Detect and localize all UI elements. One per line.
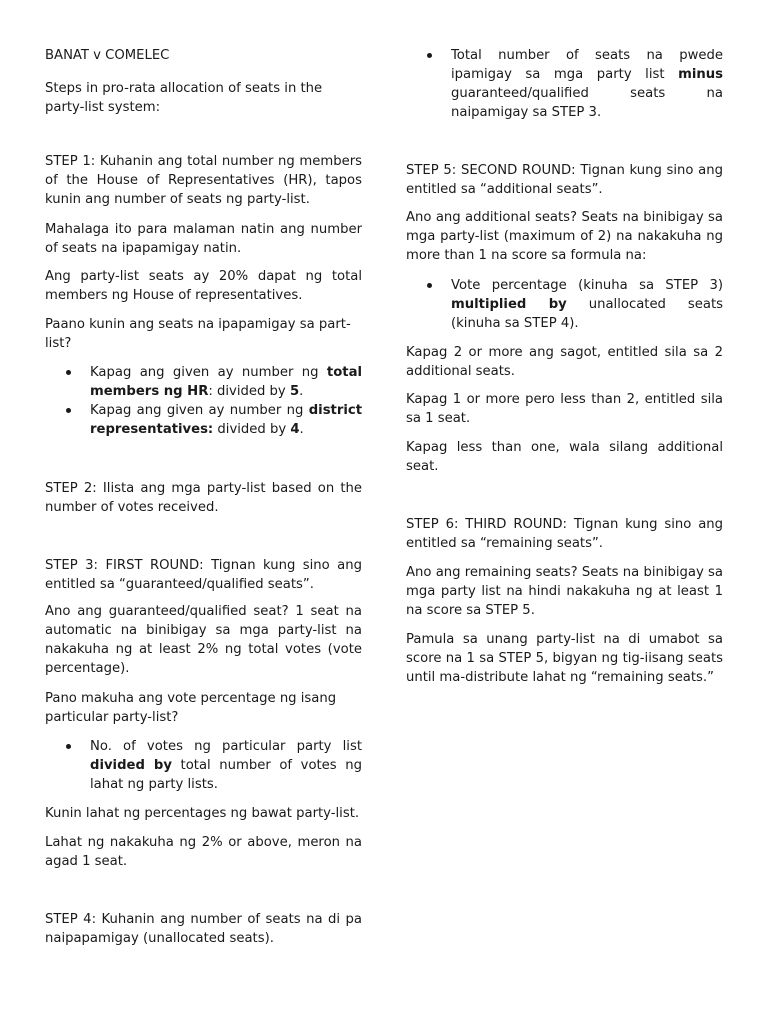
step5-heading: STEP 5: SECOND ROUND: Tignan kung sino ang entitled sa “additional seats”. xyxy=(406,163,723,197)
step6-paragraph-2: Ano ang remaining seats? Seats na binibigay sa mga party list na hindi nakakuha ng at least 1 na score sa STEP 5. xyxy=(406,565,723,618)
step6-heading: STEP 6: THIRD ROUND: Tignan kung sino ang entitled sa “remaining seats”. xyxy=(406,517,723,551)
step3-bullet-list xyxy=(45,737,362,794)
step5-paragraph-2: Ano ang additional seats? Seats na binibigay sa mga party-list (maximum of 2) na nakakuha ng more than 1 na score sa formula na: xyxy=(406,210,723,263)
step5-paragraph-5: Kapag less than one, wala silang additional seat. xyxy=(406,440,723,474)
list-item: Kapag ang given ay number ng district representatives: divided by 4. xyxy=(45,401,362,439)
step3-paragraph-4: Kunin lahat ng percentages ng bawat party-list. xyxy=(45,806,360,821)
step4-bullet-list xyxy=(406,46,723,122)
step2-heading: STEP 2: Ilista ang mga party-list based on the number of votes received. xyxy=(45,481,362,515)
step1-paragraph-2: Mahalaga ito para malaman natin ang number of seats na ipapamigay natin. xyxy=(45,222,362,256)
document-title: BANAT v COMELEC xyxy=(45,48,170,63)
intro-text: Steps in pro-rata allocation of seats in the party-list system: xyxy=(45,81,323,115)
bullet-icon xyxy=(427,283,432,288)
bullet-icon xyxy=(66,408,71,413)
step5-bullet-list xyxy=(406,276,723,333)
list-item: Vote percentage (kinuha sa STEP 3) multiplied by unallocated seats (kinuha sa STEP 4). xyxy=(406,276,723,333)
step5-paragraph-3: Kapag 2 or more ang sagot, entitled sila sa 2 additional seats. xyxy=(406,345,723,379)
list-item: No. of votes ng particular party list divided by total number of votes ng lahat ng party lists. xyxy=(45,737,362,794)
step3-heading: STEP 3: FIRST ROUND: Tignan kung sino ang entitled sa “guaranteed/qualified seats”. xyxy=(45,558,362,592)
bullet-icon xyxy=(66,744,71,749)
step1-heading: STEP 1: Kuhanin ang total number ng members of the House of Representatives (HR), tapos kunin ang number of seats ng party-list. xyxy=(45,154,362,207)
list-item: Total number of seats na pwede ipamigay sa mga party list minus guaranteed/qualified seats na naipamigay sa STEP 3. xyxy=(406,46,723,122)
step1-paragraph-4: Paano kunin ang seats na ipapamigay sa part-list? xyxy=(45,317,351,351)
step1-bullet-list xyxy=(45,363,362,439)
step5-paragraph-4: Kapag 1 or more pero less than 2, entitled sila sa 1 seat. xyxy=(406,392,723,426)
step1-paragraph-3: Ang party-list seats ay 20% dapat ng total members ng House of representatives. xyxy=(45,269,362,303)
step3-paragraph-3: Pano makuha ang vote percentage ng isang particular party-list? xyxy=(45,691,337,725)
list-item: Kapag ang given ay number ng total members ng HR: divided by 5. xyxy=(45,363,362,401)
step3-paragraph-5: Lahat ng nakakuha ng 2% or above, meron na agad 1 seat. xyxy=(45,835,362,869)
step6-paragraph-3: Pamula sa unang party-list na di umabot sa score na 1 sa STEP 5, bigyan ng tig-iisang seats until ma-distribute lahat ng “remaining seats.” xyxy=(406,632,723,685)
bullet-icon xyxy=(427,53,432,58)
step3-paragraph-2: Ano ang guaranteed/qualified seat? 1 seat na automatic na binibigay sa mga party-list na nakakuha ng at least 2% ng total votes (vote percentage). xyxy=(45,604,362,676)
step4-heading: STEP 4: Kuhanin ang number of seats na di pa naipapamigay (unallocated seats). xyxy=(45,912,362,946)
bullet-icon xyxy=(66,370,71,375)
